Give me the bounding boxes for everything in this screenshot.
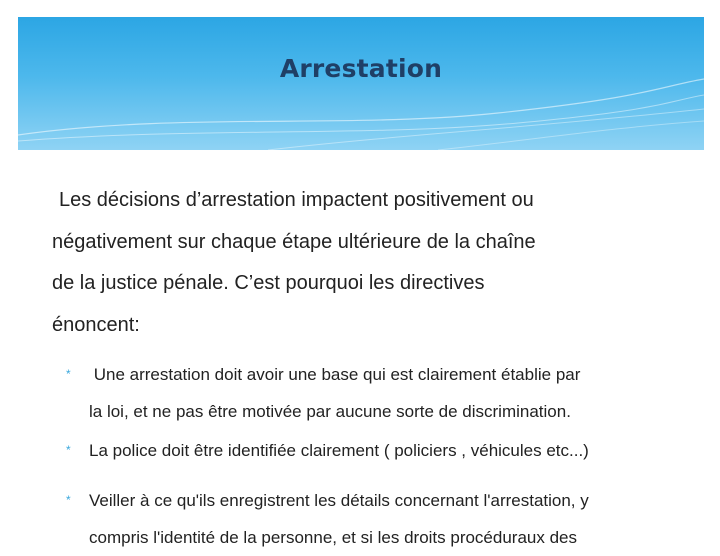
bullet-line: Une arrestation doit avoir une base qui est clairement établie par [89, 365, 581, 384]
bullet-item [66, 432, 706, 482]
title-banner [18, 17, 704, 150]
bullet-line: Veiller à ce qu'ils enregistrent les détails concernant l'arrestation, y [89, 491, 589, 510]
bullet-list [66, 356, 706, 556]
bullet-item [66, 356, 706, 432]
bullet-line: compris l'identité de la personne, et si les droits procéduraux des [89, 528, 578, 547]
bullet-line: La police doit être identifiée clairement ( policiers , véhicules etc...) [89, 441, 589, 460]
asterisk-bullet-icon: * [66, 493, 71, 507]
intro-line: de la justice pénale. C’est pourquoi les directives [52, 272, 485, 294]
intro-line: négativement sur chaque étape ultérieure de la chaîne [52, 230, 536, 253]
asterisk-bullet-icon: * [66, 367, 71, 381]
bullet-item [66, 482, 706, 556]
slide-title: Arrestation [279, 54, 443, 83]
asterisk-bullet-icon: * [66, 443, 71, 457]
intro-line: énoncent: [52, 313, 140, 336]
intro-line: Les décisions d’arrestation impactent positivement ou [59, 189, 534, 211]
banner-wave-decoration [18, 17, 704, 150]
bullet-line: la loi, et ne pas être motivée par aucune sorte de discrimination. [89, 402, 571, 421]
intro-paragraph [52, 180, 692, 346]
